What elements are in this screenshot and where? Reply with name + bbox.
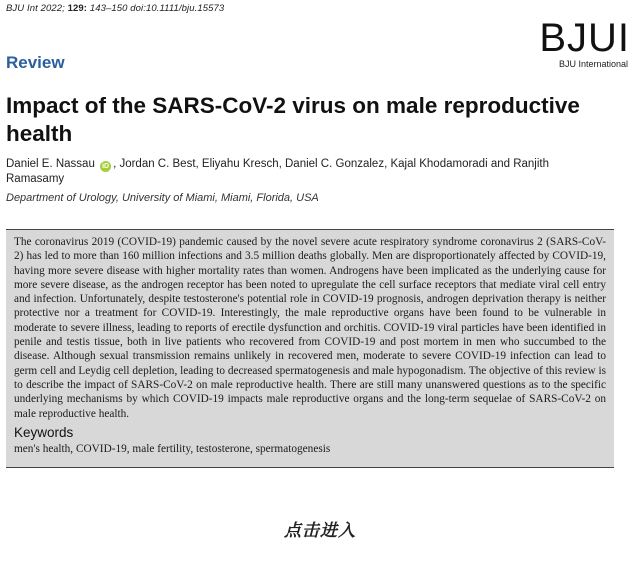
first-author[interactable]: Daniel E. Nassau [6, 158, 95, 170]
journal-volume: 129: [67, 3, 88, 14]
logo-subtitle: BJU International [558, 59, 628, 69]
affiliation: Department of Urology, University of Miami, Miami, Florida, USA [6, 192, 319, 204]
journal-citation [6, 3, 224, 14]
other-authors: , Jordan C. Best, Eliyahu Kresch, Daniel C. Gonzalez, Kajal Khodamoradi and Ranjith Ramasamy [6, 158, 550, 185]
article-title: Impact of the SARS-CoV-2 virus on male reproductive health [6, 93, 580, 146]
abstract-text: The coronavirus 2019 (COVID-19) pandemic caused by the novel severe acute respiratory syndrome coronavirus 2 (SARS-CoV-2) has led to more than 160 million infections and 3.5 million deaths globally. Men are disproportionately affected by COVID-19, having more severe disease with higher mortality rates than women. Androgens have been implicated as the underlying cause for more severe disease, as the androgen receptor has been noted to upregulate the cell surface receptors that mediate viral cell entry and infection. Unfortunately, despite testosterone's potential role in COVID-19 prognosis, androgen deprivation therapy is neither protective nor a treatment for COVID-19. Interestingly, the male reproductive organs have been found to be vulnerable in moderate to severe illness, leading to reports of erectile dysfunction and orchitis. COVID-19 viral particles have been identified in penile and testis tissue, both in live patients who recovered from COVID-19 and post mortem in men who succumbed to the disease. Although sexual transmission remains unlikely in recovered men, moderate to severe COVID-19 infection can lead to germ cell and Leydig cell depletion, leading to decreased spermatogenesis and male hypogonadism. The objective of this review is to describe the impact of SARS-CoV-2 on male reproductive health. There are still many unanswered questions as to the specific underlying mechanisms by which COVID-19 impacts male reproductive organs and the long-term sequelae of SARS-CoV-2 on male reproductive health. [14, 236, 606, 420]
logo-mark: BJUI [539, 16, 630, 60]
journal-logo [539, 18, 630, 69]
abstract-box [6, 229, 614, 468]
journal-name: BJU Int [6, 3, 38, 14]
author-list [6, 157, 566, 187]
journal-pages-doi: 143–150 doi:10.1111/bju.15573 [89, 3, 225, 14]
keywords-list: men's health, COVID-19, male fertility, testosterone, spermatogenesis [14, 442, 331, 455]
keywords-heading: Keywords [14, 424, 74, 440]
section-label: Review [6, 53, 65, 72]
orcid-icon[interactable]: iD [102, 163, 110, 170]
enter-link[interactable]: 点击进入 [284, 521, 356, 540]
journal-year: 2022; [40, 3, 65, 14]
